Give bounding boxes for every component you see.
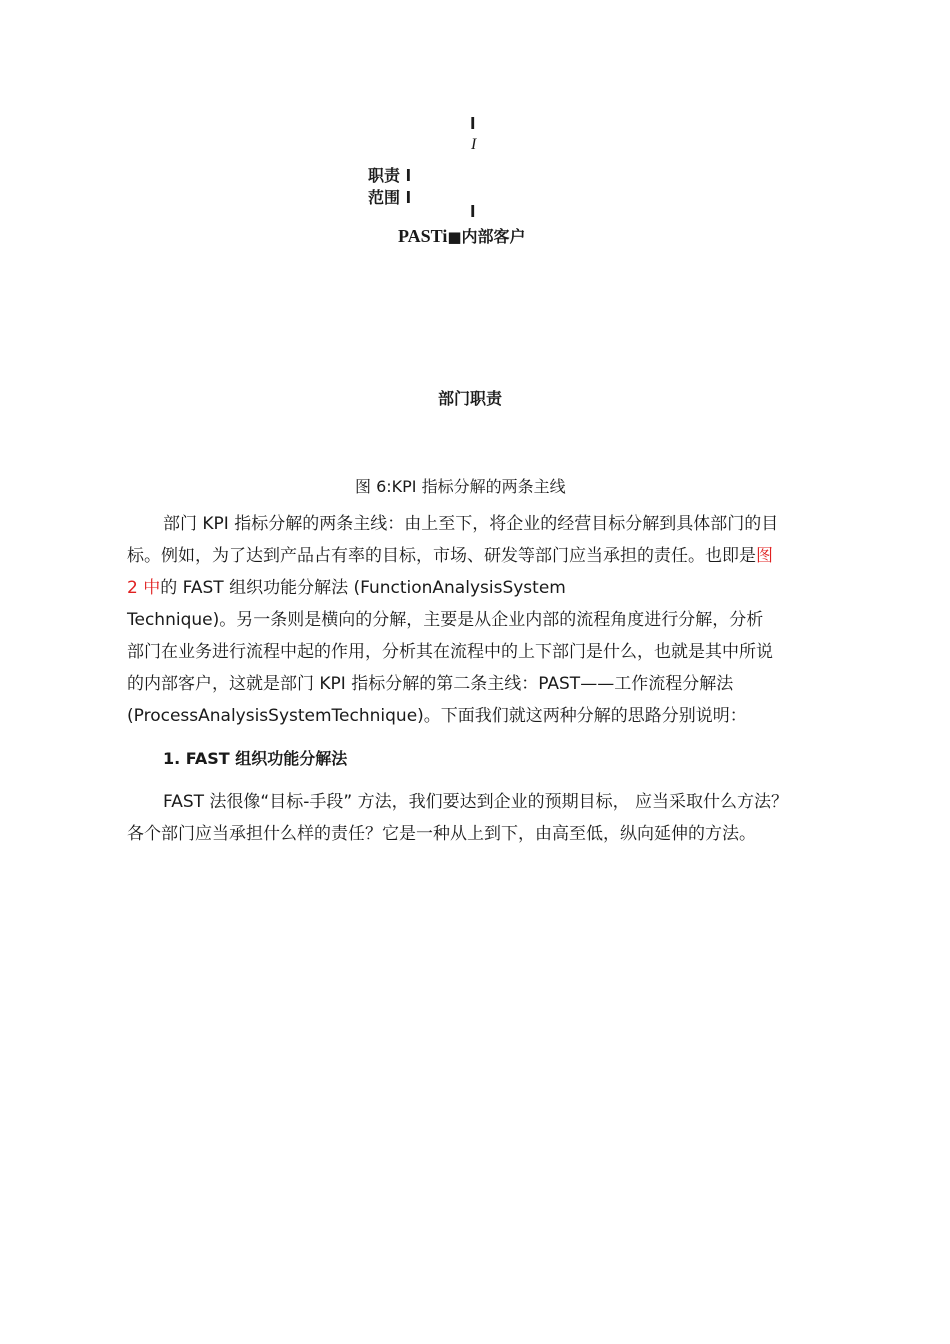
diagram-past-row: [398, 224, 526, 247]
para2-line2: 各个部门应当承担什么样的责任？它是一种从上到下，由高至低，纵向延伸的方法。: [127, 824, 756, 844]
diagram-label-scope: 范围 l: [368, 188, 412, 207]
diagram-bar-bottom: l: [470, 202, 476, 221]
diagram-italic-mark: I: [471, 136, 477, 153]
para1-line2-text: 标。例如，为了达到产品占有率的目标，市场、研发等部门应当承担的责任。也即是: [127, 546, 756, 566]
para1-line3-text: 的 FAST 组织功能分解法 (FunctionAnalysisSystem: [160, 578, 566, 598]
para1-line3: [127, 572, 566, 604]
para2-line1: FAST 法很像“目标-手段” 方法，我们要达到企业的预期目标， 应当采取什么方法？: [163, 792, 788, 812]
para1-line5: 部门在业务进行流程中起的作用，分析其在流程中的上下部门是什么，也就是其中所说: [127, 642, 773, 662]
diagram-internal-customer: 内部客户: [461, 227, 526, 246]
para1-line7: (ProcessAnalysisSystemTechnique)。下面我们就这两种分解的思路分别说明：: [127, 706, 747, 726]
para1-line6: 的内部客户，这就是部门 KPI 指标分解的第二条主线：PAST——工作流程分解法: [127, 674, 734, 694]
para1-line2: [127, 540, 773, 572]
figure-ref-link: 图: [756, 546, 773, 566]
diagram-dept-duty: 部门职责: [438, 389, 503, 408]
para1-line1: 部门 KPI 指标分解的两条主线：由上至下，将企业的经营目标分解到具体部门的目: [163, 514, 779, 534]
para1-line4: Technique)。另一条则是横向的分解，主要是从企业内部的流程角度进行分解，分析: [127, 610, 764, 630]
figure-ref-number: 2 中: [127, 578, 161, 598]
section1-heading: 1. FAST 组织功能分解法: [163, 749, 348, 768]
diagram-past-label: PASTi: [398, 226, 448, 246]
diagram-label-duty: 职责 l: [368, 166, 412, 185]
square-icon: ■: [447, 228, 462, 246]
figure-caption: 图 6:KPI 指标分解的两条主线: [355, 477, 566, 496]
diagram-bar-top: l: [470, 114, 476, 133]
